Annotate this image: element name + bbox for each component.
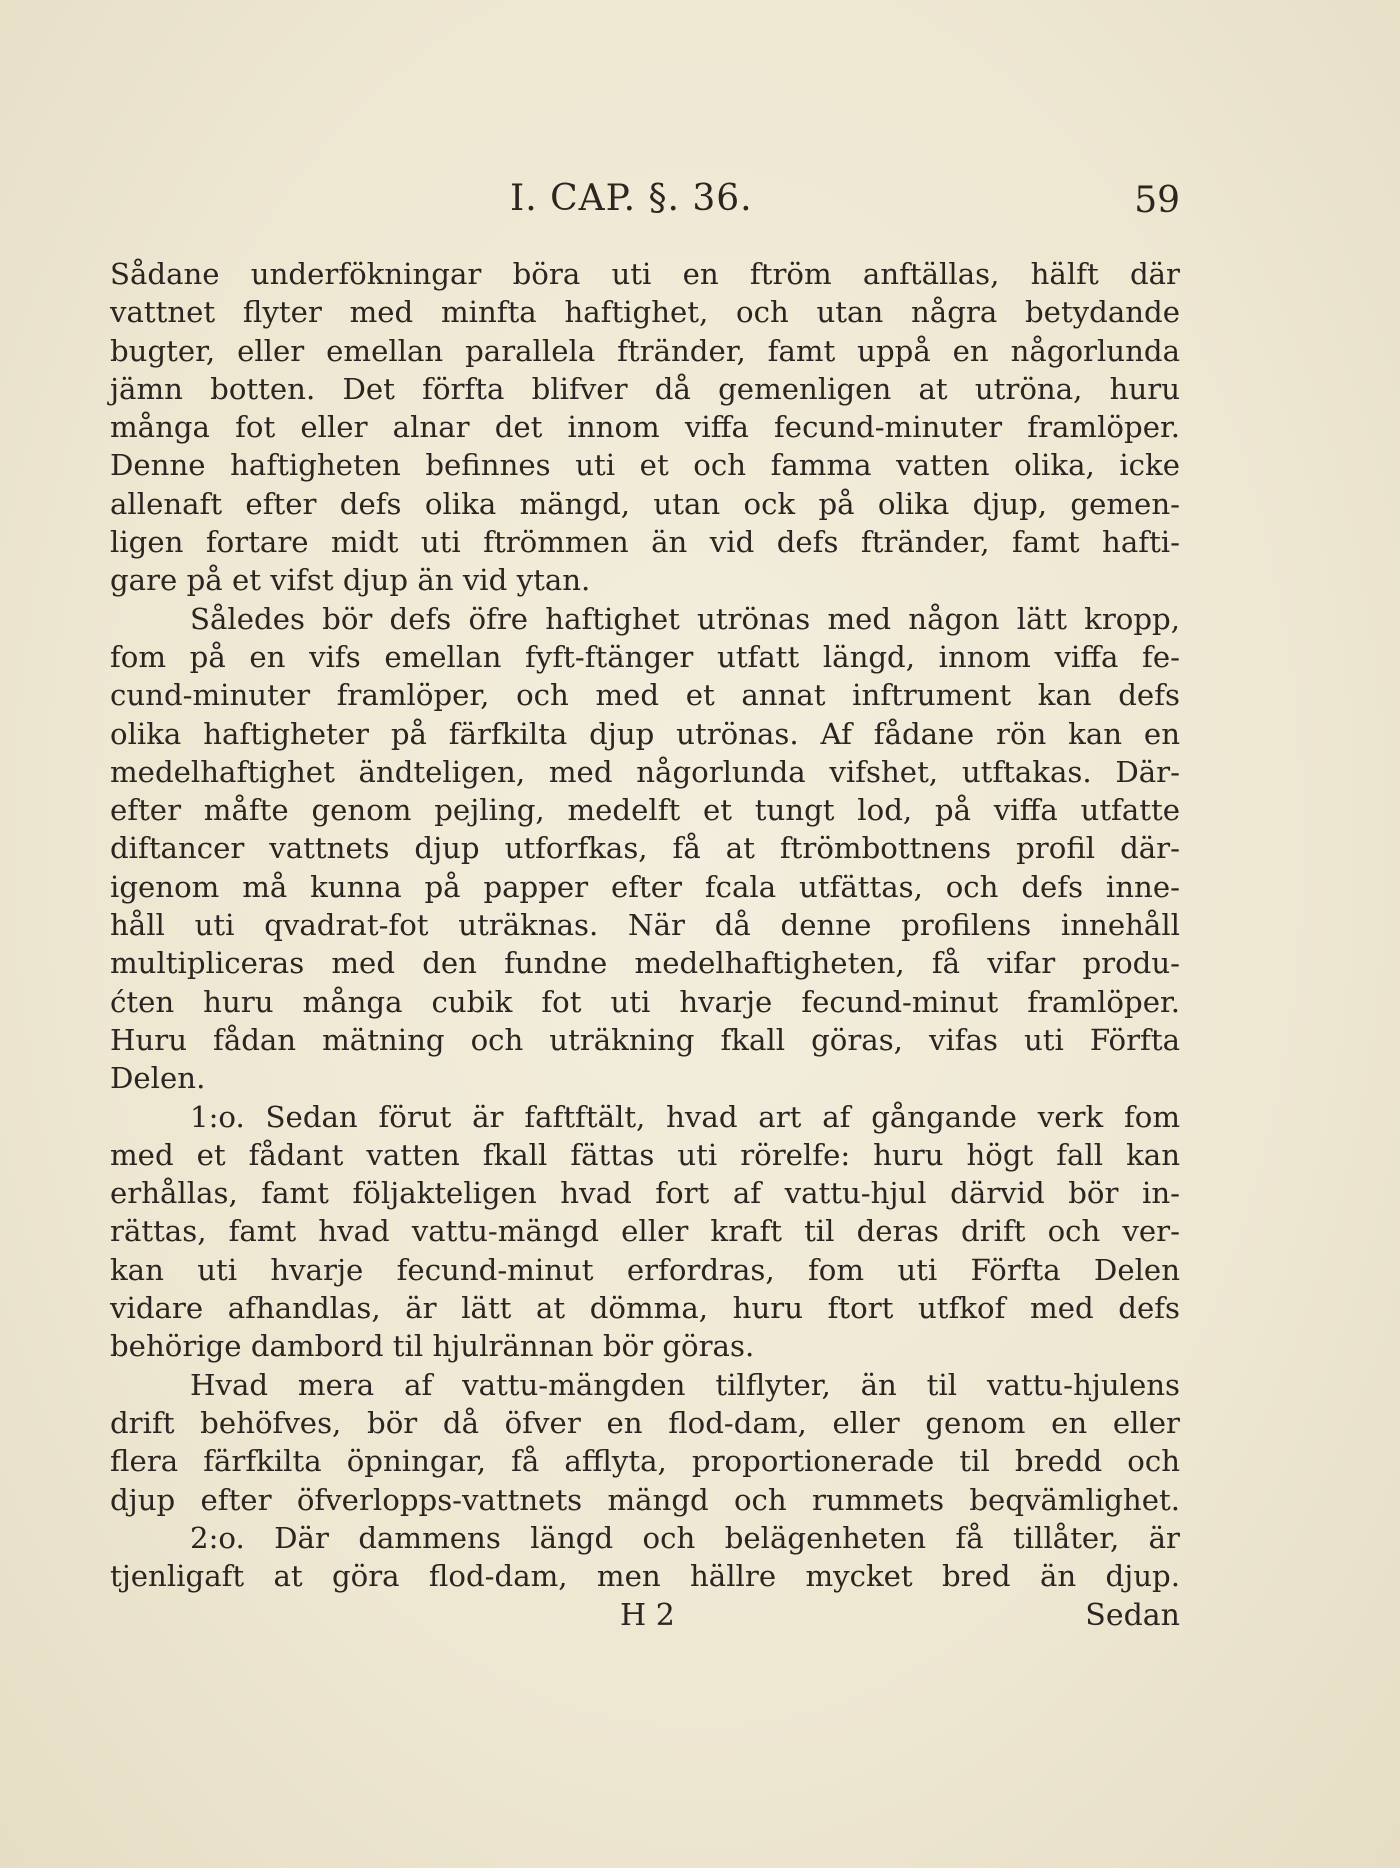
text-line: Huru fådan mätning och uträkning fkall göras, vifas uti Förfta: [110, 1022, 1180, 1057]
text-line: fom på en vifs emellan fyft-ftänger utfatt längd, innom viffa fe-: [110, 639, 1180, 674]
text-line: 2:o. Där dammens längd och belägenheten få tillåter, är: [190, 1520, 1180, 1555]
text-line: rättas, famt hvad vattu-mängd eller kraft til deras drift och ver-: [110, 1214, 1180, 1249]
text-line: multipliceras med den fundne medelhaftigheten, få vifar produ-: [110, 946, 1180, 981]
catchword: Sedan: [1085, 1598, 1180, 1633]
text-line: igenom må kunna på papper efter fcala utfättas, och defs inne-: [110, 869, 1180, 904]
text-line: gare på et vifst djup än vid ytan.: [110, 563, 591, 598]
chapter-heading: I. CAP. §. 36.: [510, 178, 753, 219]
text-line: jämn botten. Det förfta blifver då gemenligen at utröna, huru: [110, 371, 1180, 406]
text-line: vattnet flyter med minfta haftighet, och utan några betydande: [110, 295, 1180, 330]
text-line: kan uti hvarje fecund-minut erfordras, fom uti Förfta Delen: [110, 1252, 1180, 1287]
text-line: bugter, eller emellan parallela ftränder, famt uppå en någorlunda: [110, 333, 1180, 368]
text-line: tjenligaft at göra flod-dam, men hällre mycket bred än djup.: [110, 1559, 1180, 1594]
page-number: 59: [1134, 180, 1180, 221]
text-line: flera färfkilta öpningar, få afflyta, proportionerade til bredd och: [110, 1444, 1180, 1479]
text-line: cund-minuter framlöper, och med et annat inftrument kan defs: [110, 678, 1180, 713]
page-footer: [110, 1598, 1180, 1644]
text-line: 1:o. Sedan förut är faftftält, hvad art af gångande verk fom: [190, 1099, 1180, 1134]
text-line: Således bör defs öfre haftighet utrönas med någon lätt kropp,: [190, 601, 1180, 636]
text-line: behörige dambord til hjulrännan bör göras.: [110, 1329, 755, 1364]
running-head: [100, 178, 1180, 228]
text-line: vidare afhandlas, är lätt at dömma, huru ftort utfkof med defs: [110, 1291, 1180, 1326]
text-line: ligen fortare midt uti ftrömmen än vid defs ftränder, famt hafti-: [110, 525, 1180, 560]
text-line: drift behöfves, bör då öfver en flod-dam, eller genom en eller: [110, 1405, 1180, 1440]
text-line: håll uti qvadrat-fot uträknas. När då denne profilens innehåll: [110, 908, 1180, 943]
text-line: erhållas, famt följakteligen hvad fort af vattu-hjul därvid bör in-: [110, 1176, 1180, 1211]
text-line: allenaft efter defs olika mängd, utan ock på olika djup, gemen-: [110, 486, 1180, 521]
text-line: diftancer vattnets djup utforfkas, få at ftrömbottnens profil där-: [110, 831, 1180, 866]
text-line: med et fådant vatten fkall fättas uti rörelfe: huru högt fall kan: [110, 1137, 1180, 1172]
text-line: djup efter öfverlopps-vattnets mängd och rummets beqvämlighet.: [110, 1482, 1180, 1517]
text-line: olika haftigheter på färfkilta djup utrönas. Af fådane rön kan en: [110, 716, 1180, 751]
body-text: [110, 255, 1180, 1595]
text-line: Denne haftigheten befinnes uti et och famma vatten olika, icke: [110, 448, 1180, 483]
text-line: många fot eller alnar det innom viffa fecund-minuter framlöper.: [110, 410, 1180, 445]
text-line: Sådane underfökningar böra uti en ftröm anftällas, hälft där: [110, 257, 1180, 291]
text-line: Hvad mera af vattu-mängden tilflyter, än til vattu-hjulens: [190, 1367, 1180, 1402]
text-line: ćten huru många cubik fot uti hvarje fecund-minut framlöper.: [110, 984, 1180, 1019]
text-line: Delen.: [110, 1061, 206, 1096]
text-line: efter måfte genom pejling, medelft et tungt lod, på viffa utfatte: [110, 793, 1180, 828]
signature-mark: H 2: [620, 1598, 675, 1633]
text-line: medelhaftighet ändteligen, med någorlunda vifshet, utftakas. Där-: [110, 754, 1180, 789]
